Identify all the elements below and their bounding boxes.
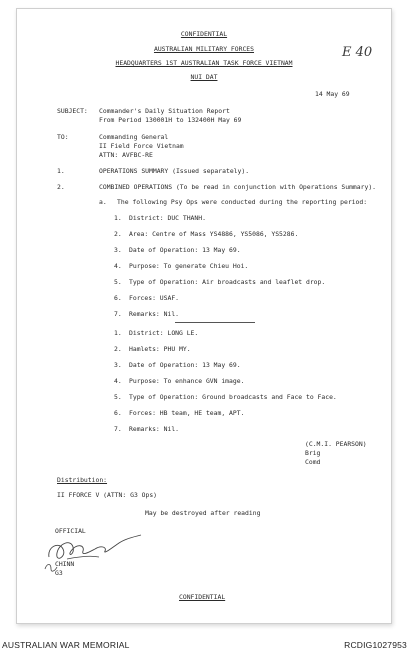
document-page: [16, 8, 392, 624]
footer-record-id: RCDIG1027953: [344, 640, 407, 650]
list-item-number: 7.: [114, 425, 122, 433]
handwritten-signature: [37, 529, 147, 579]
para-1-text: OPERATIONS SUMMARY (Issued separately).: [99, 167, 250, 175]
list-item-text: Date of Operation: 13 May 69.: [129, 361, 241, 369]
distribution-label: Distribution:: [57, 476, 108, 484]
list-item-text: Type of Operation: Air broadcasts and leaflet drop.: [129, 278, 326, 286]
list-item-number: 5.: [114, 393, 122, 401]
section-separator: [175, 322, 255, 323]
list-item-number: 4.: [114, 262, 122, 270]
list-item-text: Forces: USAF.: [129, 294, 180, 302]
header-line-3: NUI DAT: [190, 73, 218, 81]
distribution-line-1: II FFORCE V (ATTN: G3 Ops): [57, 491, 158, 499]
list-item-text: Area: Centre of Mass YS4886, YS5086, YS5286.: [129, 230, 299, 238]
header-line-1: AUSTRALIAN MILITARY FORCES: [153, 45, 255, 53]
footer-archive-name: AUSTRALIAN WAR MEMORIAL: [2, 640, 130, 650]
list-item-text: Date of Operation: 13 May 69.: [129, 246, 241, 254]
list-item-text: Purpose: To generate Chieu Hoi.: [129, 262, 249, 270]
document-date: 14 May 69: [315, 90, 350, 98]
list-item-number: 4.: [114, 377, 122, 385]
official-name: CHINN: [55, 560, 75, 568]
to-label: TO:: [57, 133, 69, 141]
list-item-number: 6.: [114, 294, 122, 302]
file-mark-handwritten: E 40: [342, 45, 373, 60]
signatory-appointment: Comd: [305, 458, 321, 466]
para-1-number: 1.: [57, 167, 65, 175]
list-item-text: Remarks: Nil.: [129, 310, 180, 318]
subject-line-1: Commander's Daily Situation Report: [99, 107, 230, 115]
list-item-text: Type of Operation: Ground broadcasts and Face to Face.: [129, 393, 337, 401]
signatory-name: (C.M.I. PEARSON): [305, 440, 367, 448]
list-item-number: 6.: [114, 409, 122, 417]
classification-top: CONFIDENTIAL: [180, 30, 228, 38]
signatory-rank: Brig: [305, 449, 321, 457]
list-item-number: 2.: [114, 230, 122, 238]
list-item-text: District: LONG LE.: [129, 329, 199, 337]
subject-label: SUBJECT:: [57, 107, 88, 115]
official-role: G3: [55, 569, 63, 577]
to-line-3: ATTN: AVFBC-RE: [99, 151, 153, 159]
header-line-2: HEADQUARTERS 1ST AUSTRALIAN TASK FORCE VIETNAM: [115, 59, 293, 67]
official-label: OFFICIAL: [55, 527, 86, 535]
list-item-number: 3.: [114, 361, 122, 369]
subject-line-2: From Period 130001H to 132400H May 69: [99, 116, 242, 124]
list-item-number: 7.: [114, 310, 122, 318]
list-item-text: Hamlets: PHU MY.: [129, 345, 191, 353]
list-item-number: 3.: [114, 246, 122, 254]
para-2-text: COMBINED OPERATIONS (To be read in conjunction with Operations Summary).: [99, 183, 377, 191]
list-item-number: 2.: [114, 345, 122, 353]
list-item-number: 1.: [114, 329, 122, 337]
to-line-1: Commanding General: [99, 133, 169, 141]
classification-bottom: CONFIDENTIAL: [179, 593, 226, 601]
destroy-note: May be destroyed after reading: [145, 509, 261, 517]
list-item-number: 1.: [114, 214, 122, 222]
para-2a-letter: a.: [99, 198, 107, 206]
list-item-text: Purpose: To enhance GVN image.: [129, 377, 245, 385]
to-line-2: II Field Force Vietnam: [99, 142, 184, 150]
list-item-text: Remarks: Nil.: [129, 425, 180, 433]
list-item-number: 5.: [114, 278, 122, 286]
list-item-text: Forces: HB team, HE team, APT.: [129, 409, 245, 417]
para-2-number: 2.: [57, 183, 65, 191]
list-item-text: District: DUC THANH.: [129, 214, 206, 222]
para-2a-text: The following Psy Ops were conducted during the reporting period:: [117, 198, 368, 206]
